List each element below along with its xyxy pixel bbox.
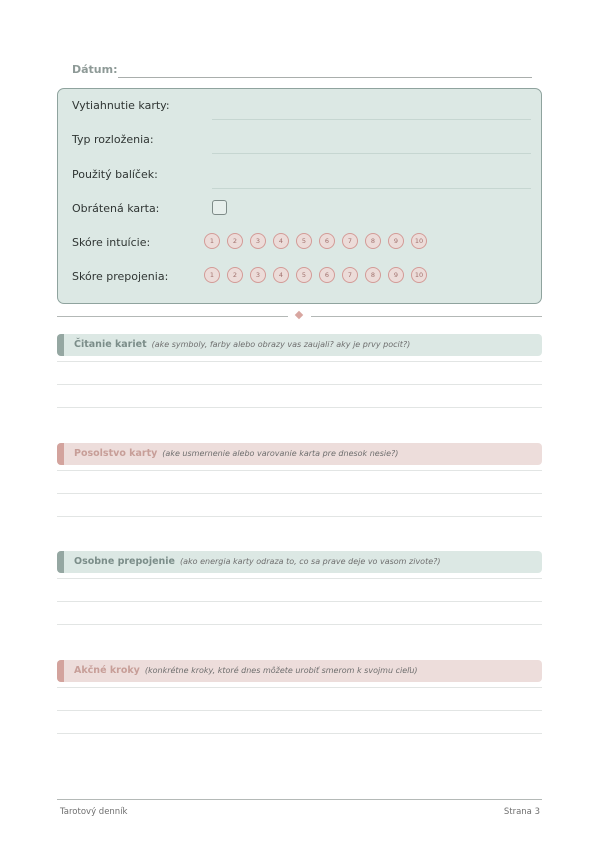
reversed-card-checkbox[interactable] <box>212 200 227 215</box>
section-card-message <box>57 443 542 465</box>
writing-line[interactable] <box>57 578 542 579</box>
writing-line[interactable] <box>57 624 542 625</box>
writing-line[interactable] <box>57 407 542 408</box>
drawn-card-label: Vytiahnutie karty: <box>72 99 170 112</box>
section-title-text: Osobne prepojenie <box>74 556 175 567</box>
intuition-score-label: Skóre intuície: <box>72 236 151 249</box>
writing-line[interactable] <box>57 733 542 734</box>
section-title-text: Posolstvo karty <box>74 448 158 459</box>
divider-diamond-ornament <box>295 311 303 319</box>
section-action-steps <box>57 660 542 682</box>
connection-score-field <box>72 266 531 288</box>
divider-right <box>311 316 542 317</box>
deck-used-field <box>72 164 531 186</box>
section-hint: (ako energia karty odraza to, co sa prave deje vo vasom zivote?) <box>180 557 441 566</box>
intuition-score-8[interactable]: 8 <box>365 233 381 249</box>
connection-score-label: Skóre prepojenia: <box>72 270 169 283</box>
intuition-score-7[interactable]: 7 <box>342 233 358 249</box>
writing-line[interactable] <box>57 516 542 517</box>
section-action-steps-title <box>74 665 418 676</box>
writing-line[interactable] <box>57 601 542 602</box>
writing-line[interactable] <box>57 493 542 494</box>
writing-line[interactable] <box>57 710 542 711</box>
writing-line[interactable] <box>57 384 542 385</box>
intuition-score-4[interactable]: 4 <box>273 233 289 249</box>
date-label: Dátum: <box>72 63 118 76</box>
intuition-score-field <box>72 232 531 254</box>
intuition-score-10[interactable]: 10 <box>411 233 427 249</box>
section-accent-bar <box>57 660 64 682</box>
intuition-score-1[interactable]: 1 <box>204 233 220 249</box>
date-input-line[interactable] <box>118 77 532 78</box>
spread-type-label: Typ rozloženia: <box>72 133 154 146</box>
deck-used-label: Použitý balíček: <box>72 168 158 181</box>
connection-score-4[interactable]: 4 <box>273 267 289 283</box>
section-card-message-title <box>74 448 398 459</box>
section-title-text: Čitanie kariet <box>74 339 147 350</box>
writing-line[interactable] <box>57 470 542 471</box>
footer-divider <box>57 799 542 800</box>
intuition-score-6[interactable]: 6 <box>319 233 335 249</box>
connection-score-2[interactable]: 2 <box>227 267 243 283</box>
card-details-panel <box>57 88 542 304</box>
section-card-reading-title <box>74 339 410 350</box>
connection-score-7[interactable]: 7 <box>342 267 358 283</box>
footer-page-number: Strana 3 <box>503 807 540 817</box>
reversed-card-field <box>72 198 531 220</box>
section-hint: (konkrétne kroky, ktoré dnes môžete urobiť smerom k svojmu cieľu) <box>144 666 418 675</box>
section-accent-bar <box>57 443 64 465</box>
section-personal-connection-title <box>74 556 441 567</box>
drawn-card-input-line[interactable] <box>212 119 531 120</box>
connection-score-10[interactable]: 10 <box>411 267 427 283</box>
intuition-score-2[interactable]: 2 <box>227 233 243 249</box>
connection-score-6[interactable]: 6 <box>319 267 335 283</box>
deck-used-input-line[interactable] <box>212 188 531 189</box>
spread-type-input-line[interactable] <box>212 153 531 154</box>
connection-score-9[interactable]: 9 <box>388 267 404 283</box>
date-row <box>72 61 532 81</box>
section-accent-bar <box>57 551 64 573</box>
section-title-text: Akčné kroky <box>74 665 140 676</box>
intuition-score-3[interactable]: 3 <box>250 233 266 249</box>
section-hint: (ake usmernenie alebo varovanie karta pre dnesok nesie?) <box>162 449 399 458</box>
spread-type-field <box>72 129 531 151</box>
section-accent-bar <box>57 334 64 356</box>
reversed-card-label: Obrátená karta: <box>72 202 160 215</box>
connection-score-5[interactable]: 5 <box>296 267 312 283</box>
intuition-score-9[interactable]: 9 <box>388 233 404 249</box>
connection-score-3[interactable]: 3 <box>250 267 266 283</box>
intuition-score-5[interactable]: 5 <box>296 233 312 249</box>
section-personal-connection <box>57 551 542 573</box>
footer-journal-name: Tarotový denník <box>60 807 128 817</box>
drawn-card-field <box>72 95 531 117</box>
connection-score-8[interactable]: 8 <box>365 267 381 283</box>
section-hint: (ake symboly, farby alebo obrazy vas zaujali? aky je prvy pocit?) <box>151 340 411 349</box>
writing-line[interactable] <box>57 687 542 688</box>
divider-left <box>57 316 288 317</box>
writing-line[interactable] <box>57 361 542 362</box>
section-card-reading <box>57 334 542 356</box>
connection-score-1[interactable]: 1 <box>204 267 220 283</box>
